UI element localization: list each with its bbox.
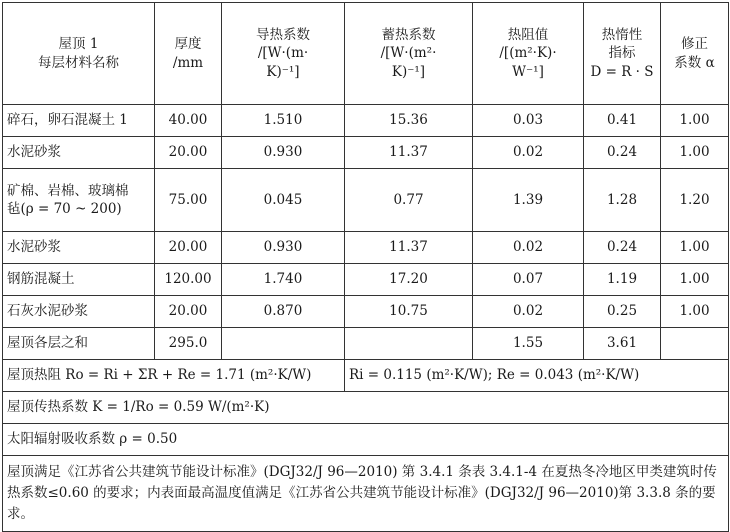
correction-cell: 1.20 <box>661 169 729 232</box>
header-thermal-resistance: 热阻值 /[(m²·K)· W⁻¹] <box>473 3 584 105</box>
header-row <box>3 3 729 105</box>
inertia-cell: 0.25 <box>584 296 661 328</box>
header-layer-name: 屋顶 1 每层材料名称 <box>3 3 155 105</box>
table-row <box>3 105 729 137</box>
total-thickness: 295.0 <box>155 328 222 360</box>
conductivity-cell: 0.930 <box>222 232 345 264</box>
header-thickness: 厚度 /mm <box>155 3 222 105</box>
surface-resistance-values: Ri = 0.115 (m²·K/W); Re = 0.043 (m²·K/W) <box>345 360 729 392</box>
resistance-cell: 0.03 <box>473 105 584 137</box>
inertia-cell: 1.28 <box>584 169 661 232</box>
header-heat-storage: 蓄热系数 /[W·(m²· K)⁻¹] <box>345 3 473 105</box>
header-conductivity: 导热系数 /[W·(m· K)⁻¹] <box>222 3 345 105</box>
resistance-summary-row <box>3 360 729 392</box>
roof-thermal-table <box>2 2 729 532</box>
roof-resistance-formula: 屋顶热阻 Ro = Ri + ΣR + Re = 1.71 (m²·K/W) <box>3 360 345 392</box>
inertia-cell: 0.41 <box>584 105 661 137</box>
absorption-row <box>3 424 729 456</box>
table-row <box>3 137 729 169</box>
layer-name: 水泥砂浆 <box>3 232 155 264</box>
transfer-coefficient-row <box>3 392 729 424</box>
correction-cell: 1.00 <box>661 232 729 264</box>
header-thermal-inertia: 热惰性 指标 D = R · S <box>584 3 661 105</box>
thickness-cell: 20.00 <box>155 296 222 328</box>
resistance-cell: 0.07 <box>473 264 584 296</box>
empty-cell <box>345 328 473 360</box>
resistance-cell: 0.02 <box>473 137 584 169</box>
heat-storage-cell: 11.37 <box>345 137 473 169</box>
heat-storage-cell: 11.37 <box>345 232 473 264</box>
conductivity-cell: 1.740 <box>222 264 345 296</box>
heat-storage-cell: 15.36 <box>345 105 473 137</box>
thickness-cell: 120.00 <box>155 264 222 296</box>
table-row <box>3 169 729 232</box>
correction-cell: 1.00 <box>661 296 729 328</box>
correction-cell: 1.00 <box>661 137 729 169</box>
total-resistance: 1.55 <box>473 328 584 360</box>
total-label: 屋顶各层之和 <box>3 328 155 360</box>
heat-storage-cell: 10.75 <box>345 296 473 328</box>
total-row <box>3 328 729 360</box>
inertia-cell: 1.19 <box>584 264 661 296</box>
table-row <box>3 296 729 328</box>
table-row <box>3 264 729 296</box>
thickness-cell: 40.00 <box>155 105 222 137</box>
heat-storage-cell: 17.20 <box>345 264 473 296</box>
correction-cell: 1.00 <box>661 264 729 296</box>
conductivity-cell: 0.045 <box>222 169 345 232</box>
empty-cell <box>661 328 729 360</box>
inertia-cell: 0.24 <box>584 137 661 169</box>
resistance-cell: 1.39 <box>473 169 584 232</box>
conductivity-cell: 0.870 <box>222 296 345 328</box>
header-correction-factor: 修正 系数 α <box>661 3 729 105</box>
thickness-cell: 20.00 <box>155 232 222 264</box>
layer-name: 碎石，卵石混凝土 1 <box>3 105 155 137</box>
resistance-cell: 0.02 <box>473 296 584 328</box>
resistance-cell: 0.02 <box>473 232 584 264</box>
thickness-cell: 75.00 <box>155 169 222 232</box>
layer-name: 矿棉、岩棉、玻璃棉 毡(ρ = 70 ~ 200) <box>3 169 155 232</box>
layer-name: 石灰水泥砂浆 <box>3 296 155 328</box>
compliance-note: 屋顶满足《江苏省公共建筑节能设计标准》(DGJ32/J 96—2010) 第 3.4.1 条表 3.4.1-4 在夏热冬冷地区甲类建筑时传热系数≤0.60 的要求；内表面最高温度值满足《江苏省公共建筑节能设计标准》(DGJ32/J 96—2010)第 3.3.8 条的要求。 <box>3 456 729 532</box>
layer-name: 水泥砂浆 <box>3 137 155 169</box>
layer-name: 钢筋混凝土 <box>3 264 155 296</box>
inertia-cell: 0.24 <box>584 232 661 264</box>
roof-transfer-coefficient: 屋顶传热系数 K = 1/Ro = 0.59 W/(m²·K) <box>3 392 729 424</box>
conductivity-cell: 0.930 <box>222 137 345 169</box>
table-row <box>3 232 729 264</box>
conductivity-cell: 1.510 <box>222 105 345 137</box>
empty-cell <box>222 328 345 360</box>
conclusion-row <box>3 456 729 532</box>
correction-cell: 1.00 <box>661 105 729 137</box>
thickness-cell: 20.00 <box>155 137 222 169</box>
total-inertia: 3.61 <box>584 328 661 360</box>
solar-absorption-coefficient: 太阳辐射吸收系数 ρ = 0.50 <box>3 424 729 456</box>
heat-storage-cell: 0.77 <box>345 169 473 232</box>
